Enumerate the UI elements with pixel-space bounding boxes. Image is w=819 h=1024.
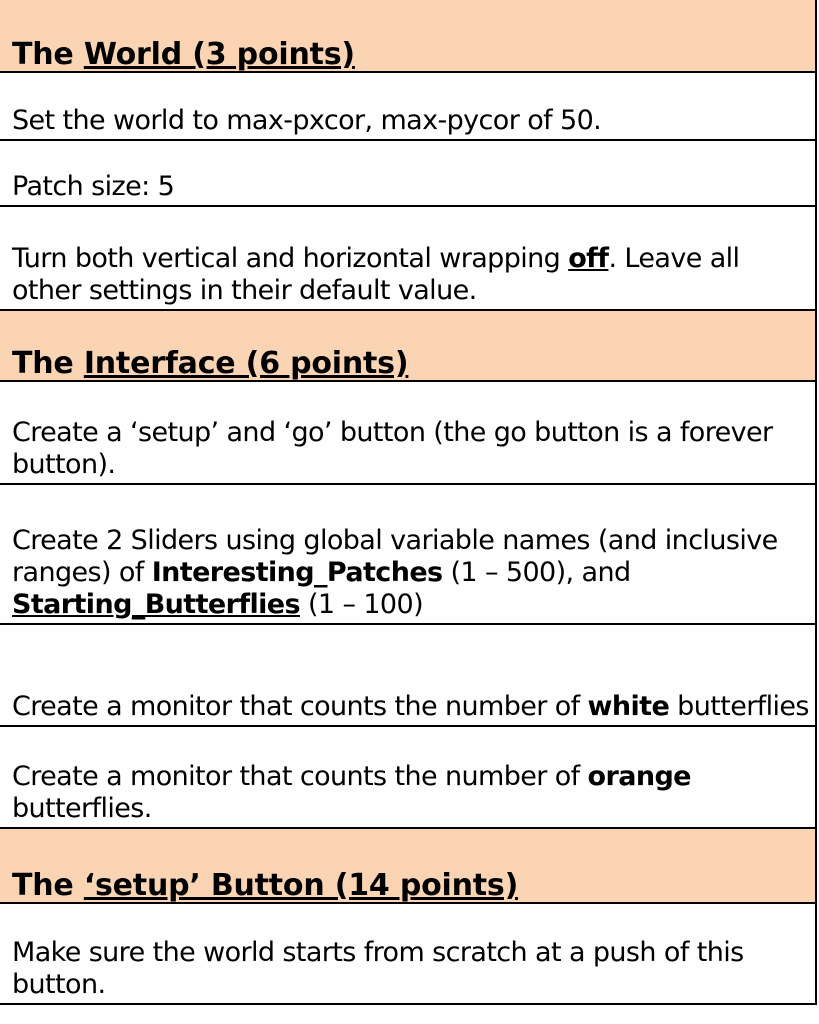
section-heading-setup-button [0, 829, 815, 904]
section-heading-world [0, 0, 815, 73]
row-text: Create a ‘setup’ and ‘go’ button (the go button is a forever button). [12, 417, 773, 480]
emphasis-white: white [587, 691, 670, 722]
row-text: Turn both vertical and horizontal wrapping off. Leave all other settings in their default value. [12, 243, 740, 306]
section-heading-interface [0, 311, 815, 382]
table-row [0, 727, 815, 829]
emphasis-orange: orange [587, 761, 691, 792]
row-text: Create a monitor that counts the number of white butterflies [12, 691, 809, 722]
table-row [0, 207, 815, 311]
table-row [0, 73, 815, 141]
table-row [0, 141, 815, 207]
row-text: Create a monitor that counts the number of orange butterflies. [12, 761, 691, 824]
table-row [0, 904, 815, 1005]
section-heading-text: The Interface (6 points) [12, 346, 409, 381]
table-row [0, 625, 815, 727]
row-text: Create 2 Sliders using global variable names (and inclusive ranges) of Interesting_Patches (1 – 500), and Starting_Butterflies (1 – 100) [12, 525, 778, 620]
row-text: Make sure the world starts from scratch at a push of this button. [12, 937, 744, 1000]
row-text: Set the world to max-pxcor, max-pycor of 50. [12, 105, 602, 136]
table-row [0, 382, 815, 485]
variable-name: Interesting_Patches [151, 557, 443, 588]
variable-name: Starting_Butterflies [12, 589, 300, 620]
table-row [0, 485, 815, 625]
emphasis-off: off [568, 243, 609, 274]
row-text: Patch size: 5 [12, 171, 175, 202]
section-heading-text: The World (3 points) [12, 37, 355, 72]
section-heading-text: The ‘setup’ Button (14 points) [12, 868, 519, 903]
